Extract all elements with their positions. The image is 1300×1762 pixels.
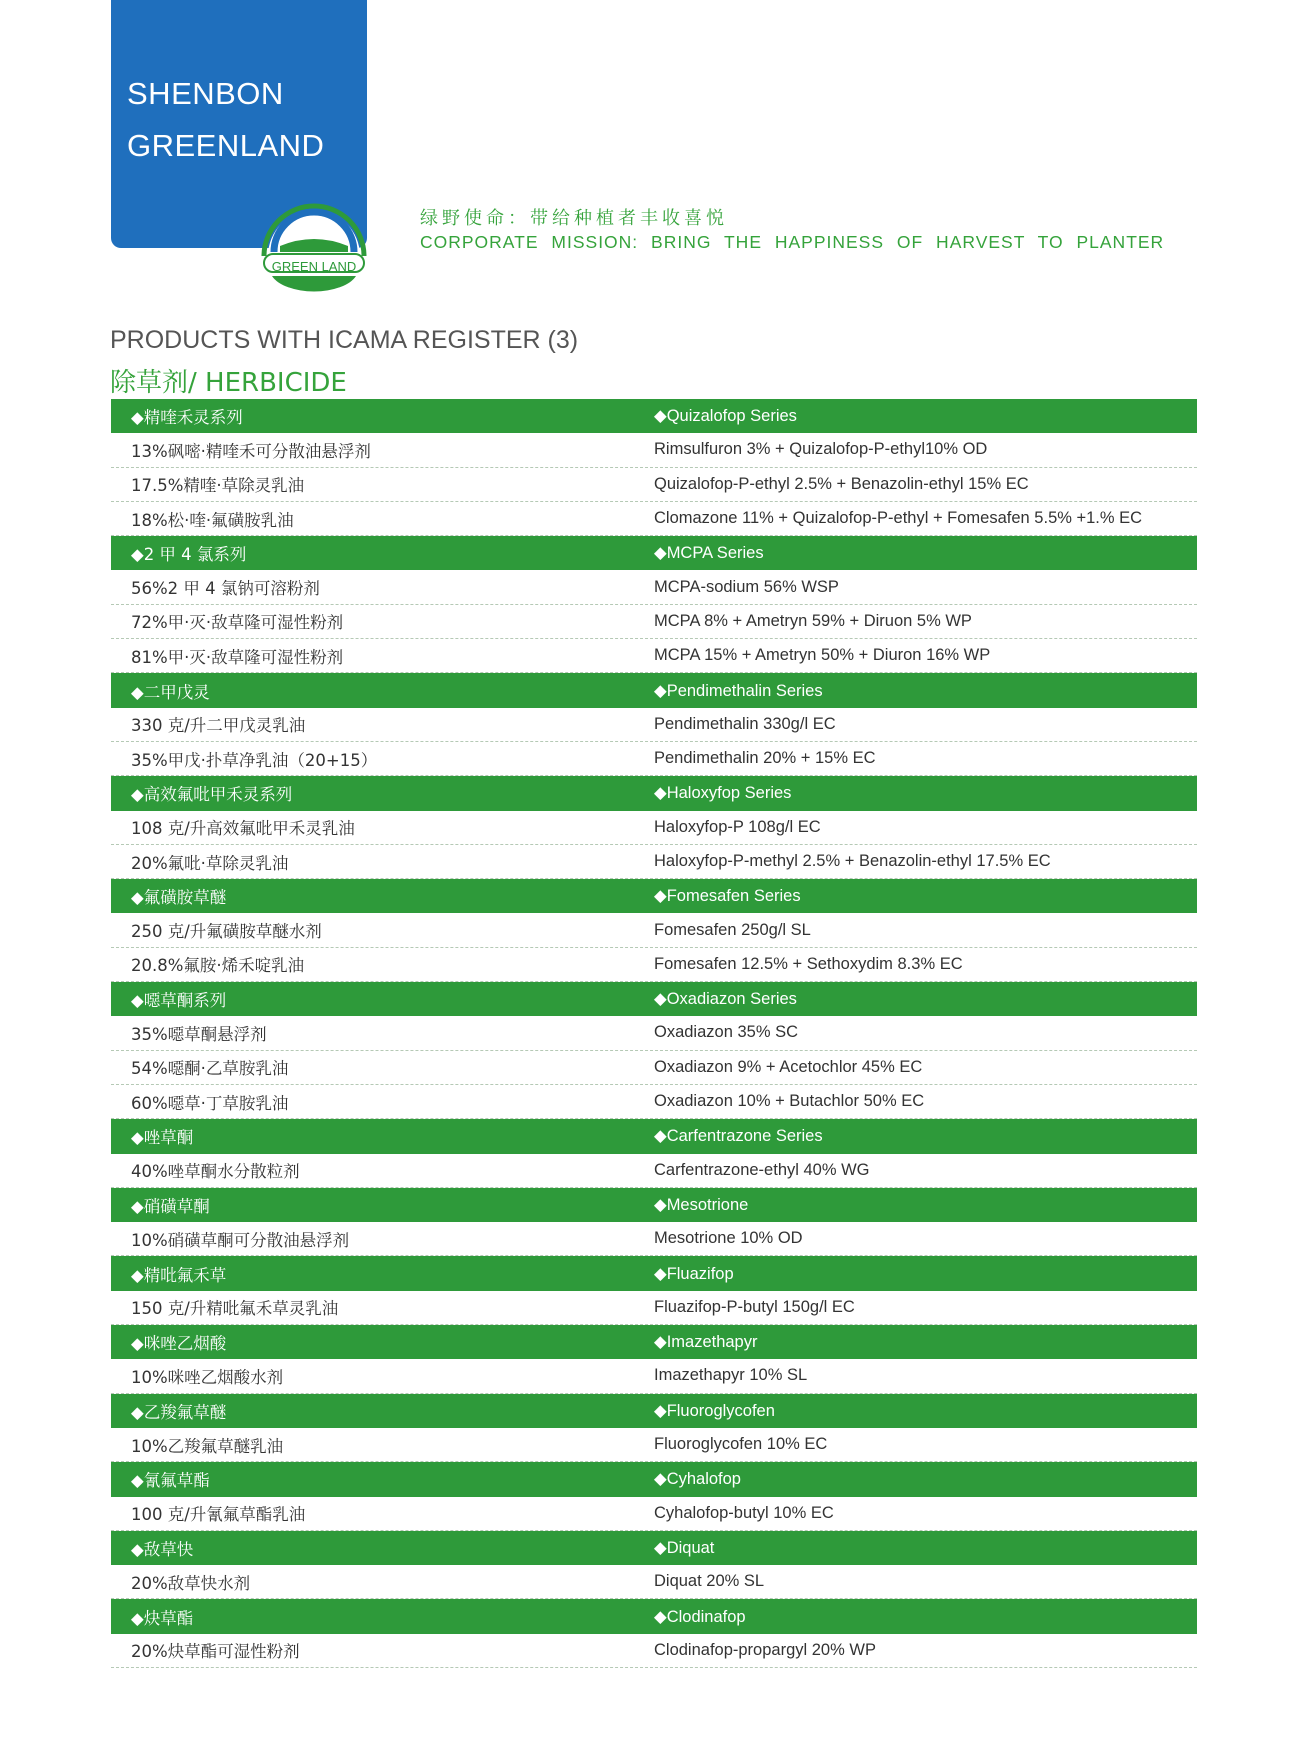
product-row — [111, 1291, 1197, 1325]
series-header-row — [111, 399, 1197, 433]
series-name-en: ◆Oxadiazon Series — [654, 990, 797, 1009]
product-row — [111, 1222, 1197, 1256]
product-name-cn: 17.5%精喹·草除灵乳油 — [131, 476, 305, 496]
product-name-en: MCPA 8% + Ametryn 59% + Diruon 5% WP — [654, 611, 972, 630]
product-name-cn: 60%噁草·丁草胺乳油 — [131, 1093, 289, 1113]
series-header-row — [111, 1599, 1197, 1633]
product-name-en: Diquat 20% SL — [654, 1572, 765, 1591]
series-name-cn: ◆氰氟草酯 — [131, 1471, 210, 1491]
green-land-logo-icon — [258, 196, 370, 292]
product-name-cn: 10%乙羧氟草醚乳油 — [131, 1436, 284, 1456]
series-name-cn: ◆硝磺草酮 — [131, 1196, 210, 1216]
series-name-en: ◆Imazethapyr — [654, 1333, 758, 1352]
product-row — [111, 913, 1197, 947]
product-row — [111, 1359, 1197, 1393]
product-name-cn: 108 克/升高效氟吡甲禾灵乳油 — [131, 819, 355, 839]
product-name-en: MCPA-sodium 56% WSP — [654, 577, 839, 596]
product-name-en: Haloxyfop-P-methyl 2.5% + Benazolin-ethyl 17.5% EC — [654, 852, 1051, 870]
product-row — [111, 468, 1197, 502]
series-name-cn: ◆氟磺胺草醚 — [131, 888, 227, 908]
series-name-cn: ◆炔草酯 — [131, 1608, 194, 1628]
product-name-en: Fomesafen 250g/l SL — [654, 920, 811, 939]
product-name-cn: 10%咪唑乙烟酸水剂 — [131, 1367, 284, 1387]
product-row — [111, 948, 1197, 982]
series-name-en: ◆Haloxyfop Series — [654, 784, 792, 803]
product-name-cn: 40%唑草酮水分散粒剂 — [131, 1162, 300, 1182]
series-header-row — [111, 1256, 1197, 1290]
product-name-cn: 20%炔草酯可湿性粉剂 — [131, 1642, 300, 1662]
product-row — [111, 570, 1197, 604]
series-name-cn: ◆噁草酮系列 — [131, 991, 227, 1011]
brand-name-line1: SHENBON — [127, 76, 284, 111]
product-name-cn: 18%松·喹·氟磺胺乳油 — [131, 510, 294, 530]
product-name-en: Pendimethalin 20% + 15% EC — [654, 749, 876, 768]
product-name-en: Fluazifop-P-butyl 150g/l EC — [654, 1297, 855, 1316]
series-name-en: ◆Fluoroglycofen — [654, 1401, 775, 1420]
product-row — [111, 1051, 1197, 1085]
product-name-cn: 35%甲戊·扑草净乳油（20+15） — [131, 750, 378, 770]
product-row — [111, 639, 1197, 673]
series-name-cn: ◆精喹禾灵系列 — [131, 408, 243, 428]
product-table — [111, 399, 1197, 1668]
product-name-cn: 81%甲·灭·敌草隆可湿性粉剂 — [131, 647, 344, 667]
series-name-en: ◆Quizalofop Series — [654, 407, 797, 426]
series-header-row — [111, 1119, 1197, 1153]
product-name-cn: 13%砜嘧·精喹禾可分散油悬浮剂 — [131, 441, 371, 461]
product-name-en: Fluoroglycofen 10% EC — [654, 1435, 828, 1454]
product-name-en: Quizalofop-P-ethyl 2.5% + Benazolin-ethyl 15% EC — [654, 474, 1029, 493]
series-name-en: ◆Fomesafen Series — [654, 887, 801, 906]
page-title: PRODUCTS WITH ICAMA REGISTER (3) — [110, 326, 579, 354]
product-row — [111, 605, 1197, 639]
product-row — [111, 502, 1197, 536]
series-header-row — [111, 1188, 1197, 1222]
series-name-en: ◆Mesotrione — [654, 1195, 749, 1214]
product-row — [111, 1154, 1197, 1188]
series-header-row — [111, 1394, 1197, 1428]
series-name-en: ◆Pendimethalin Series — [654, 681, 823, 700]
product-row — [111, 1634, 1197, 1668]
series-header-row — [111, 879, 1197, 913]
product-name-en: Pendimethalin 330g/l EC — [654, 714, 836, 733]
product-name-en: Clomazone 11% + Quizalofop-P-ethyl + Fomesafen 5.5% +1.% EC — [654, 509, 1143, 528]
product-name-en: Mesotrione 10% OD — [654, 1229, 803, 1248]
product-row — [111, 811, 1197, 845]
series-name-en: ◆Cyhalofop — [654, 1470, 741, 1489]
product-row — [111, 1497, 1197, 1531]
product-row — [111, 1428, 1197, 1462]
product-name-cn: 10%硝磺草酮可分散油悬浮剂 — [131, 1230, 350, 1250]
mission-cn: 绿野使命：带给种植者丰收喜悦 — [420, 208, 728, 229]
product-name-en: Oxadiazon 9% + Acetochlor 45% EC — [654, 1057, 923, 1076]
product-name-cn: 35%噁草酮悬浮剂 — [131, 1024, 267, 1044]
product-row — [111, 1565, 1197, 1599]
series-name-en: ◆Carfentrazone Series — [654, 1127, 823, 1146]
product-name-cn: 54%噁酮·乙草胺乳油 — [131, 1059, 289, 1079]
series-name-en: ◆Clodinafop — [654, 1607, 746, 1626]
series-header-row — [111, 982, 1197, 1016]
series-header-row — [111, 776, 1197, 810]
product-name-en: Imazethapyr 10% SL — [654, 1366, 808, 1385]
product-name-en: MCPA 15% + Ametryn 50% + Diuron 16% WP — [654, 646, 991, 665]
series-name-cn: ◆咪唑乙烟酸 — [131, 1334, 227, 1354]
mission-en: CORPORATE MISSION: BRING THE HAPPINESS OF HARVEST TO PLANTER — [420, 232, 1165, 252]
product-name-en: Carfentrazone-ethyl 40% WG — [654, 1160, 870, 1179]
product-name-cn: 20%敌草快水剂 — [131, 1573, 251, 1593]
product-name-en: Oxadiazon 35% SC — [654, 1023, 798, 1042]
series-header-row — [111, 1462, 1197, 1496]
product-row — [111, 1085, 1197, 1119]
series-name-cn: ◆2 甲 4 氯系列 — [131, 545, 247, 565]
product-name-cn: 20%氟吡·草除灵乳油 — [131, 853, 289, 873]
product-name-cn: 100 克/升氰氟草酯乳油 — [131, 1505, 306, 1525]
series-header-row — [111, 673, 1197, 707]
product-row — [111, 742, 1197, 776]
series-name-en: ◆Diquat — [654, 1538, 715, 1557]
series-name-cn: ◆敌草快 — [131, 1539, 194, 1559]
product-name-en: Rimsulfuron 3% + Quizalofop-P-ethyl10% OD — [654, 440, 988, 459]
series-name-cn: ◆高效氟吡甲禾灵系列 — [131, 785, 293, 805]
logo-label: GREEN LAND — [271, 259, 357, 274]
series-name-en: ◆Fluazifop — [654, 1264, 734, 1283]
product-row — [111, 433, 1197, 467]
product-name-cn: 250 克/升氟磺胺草醚水剂 — [131, 922, 322, 942]
series-header-row — [111, 1325, 1197, 1359]
series-header-row — [111, 1531, 1197, 1565]
product-name-cn: 330 克/升二甲戊灵乳油 — [131, 716, 306, 736]
page-subtitle: 除草剂/ HERBICIDE — [110, 368, 347, 398]
product-row — [111, 708, 1197, 742]
product-name-en: Oxadiazon 10% + Butachlor 50% EC — [654, 1092, 925, 1111]
product-row — [111, 1016, 1197, 1050]
product-name-cn: 56%2 甲 4 氯钠可溶粉剂 — [131, 579, 320, 599]
product-name-cn: 72%甲·灭·敌草隆可湿性粉剂 — [131, 613, 344, 633]
product-row — [111, 845, 1197, 879]
series-header-row — [111, 536, 1197, 570]
product-name-en: Haloxyfop-P 108g/l EC — [654, 817, 821, 836]
series-name-cn: ◆唑草酮 — [131, 1128, 194, 1148]
brand-name-line2: GREENLAND — [127, 128, 325, 163]
product-name-en: Fomesafen 12.5% + Sethoxydim 8.3% EC — [654, 954, 963, 973]
series-name-en: ◆MCPA Series — [654, 544, 764, 563]
product-name-cn: 150 克/升精吡氟禾草灵乳油 — [131, 1299, 339, 1319]
series-name-cn: ◆乙羧氟草醚 — [131, 1402, 227, 1422]
product-name-en: Cyhalofop-butyl 10% EC — [654, 1503, 834, 1522]
product-name-cn: 20.8%氟胺·烯禾啶乳油 — [131, 956, 305, 976]
series-name-cn: ◆精吡氟禾草 — [131, 1265, 227, 1285]
product-name-en: Clodinafop-propargyl 20% WP — [654, 1640, 876, 1659]
series-name-cn: ◆二甲戊灵 — [131, 682, 210, 702]
